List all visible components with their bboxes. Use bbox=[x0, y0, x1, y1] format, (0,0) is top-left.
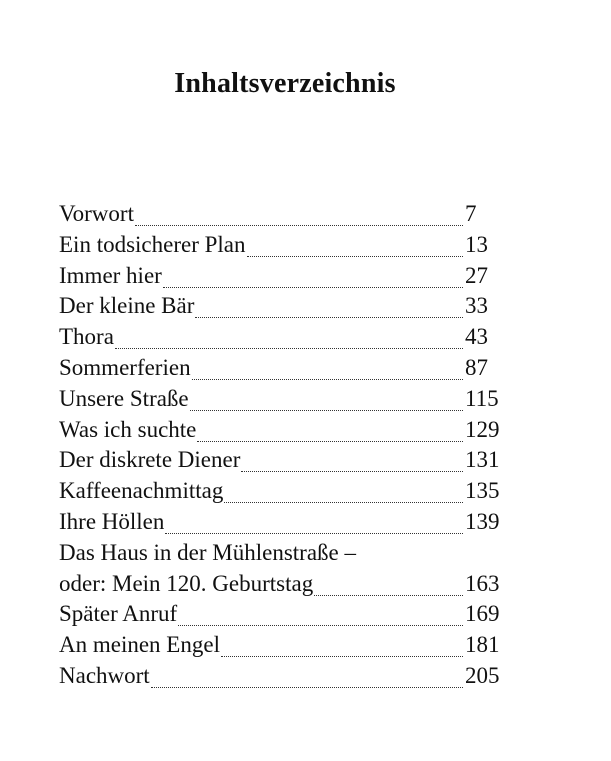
toc-entry-title: Kaffeenachmittag bbox=[59, 478, 224, 504]
dot-leader bbox=[151, 687, 463, 688]
toc-entry-page: 205 bbox=[465, 662, 500, 688]
toc-entry bbox=[59, 569, 503, 600]
toc-entry bbox=[59, 445, 503, 476]
toc-entry bbox=[59, 507, 503, 538]
toc-entry bbox=[59, 476, 503, 507]
toc-entry-title: Vorwort bbox=[59, 201, 134, 226]
toc-entry bbox=[59, 661, 503, 692]
toc-entry-title: An meinen Engel bbox=[59, 632, 220, 658]
toc-entry bbox=[59, 230, 503, 261]
toc-entry bbox=[59, 415, 503, 446]
toc-entry-page: 129 bbox=[465, 416, 500, 442]
dot-leader bbox=[197, 441, 463, 442]
dot-leader bbox=[241, 471, 463, 472]
page-title: Inhaltsverzeichnis bbox=[174, 68, 396, 99]
dot-leader bbox=[135, 225, 463, 226]
toc-entry bbox=[59, 199, 503, 230]
toc-entry-page: 13 bbox=[465, 231, 488, 257]
toc-entry-page: 43 bbox=[465, 324, 488, 350]
toc-entry-page: 115 bbox=[465, 385, 499, 411]
toc-entry bbox=[59, 599, 503, 630]
dot-leader bbox=[190, 410, 463, 411]
toc-entry-title: Der kleine Bär bbox=[59, 293, 195, 319]
toc-entry-title: Später Anruf bbox=[59, 601, 178, 627]
toc-entry-title: Ihre Höllen bbox=[59, 508, 165, 534]
toc-entry-page: 87 bbox=[465, 354, 488, 380]
toc-entry-page: 163 bbox=[465, 570, 500, 596]
dot-leader bbox=[178, 625, 463, 626]
table-of-contents bbox=[59, 199, 503, 692]
toc-entry-first-line bbox=[59, 538, 503, 569]
dot-leader bbox=[314, 595, 463, 596]
toc-entry-page: 33 bbox=[465, 293, 488, 319]
toc-entry bbox=[59, 261, 503, 292]
toc-entry-title: Nachwort bbox=[59, 662, 150, 688]
toc-entry-page: 169 bbox=[465, 601, 500, 627]
toc-entry-title: Sommerferien bbox=[59, 354, 191, 380]
dot-leader bbox=[247, 256, 463, 257]
dot-leader bbox=[165, 533, 463, 534]
toc-entry-page: 131 bbox=[465, 447, 500, 473]
dot-leader bbox=[115, 348, 463, 349]
toc-entry-title: oder: Mein 120. Geburtstag bbox=[59, 570, 314, 596]
toc-entry-page: 135 bbox=[465, 478, 500, 504]
toc-entry bbox=[59, 353, 503, 384]
toc-entry-title: Immer hier bbox=[59, 262, 162, 288]
dot-leader bbox=[195, 317, 463, 318]
dot-leader bbox=[163, 287, 463, 288]
toc-entry-page: 7 bbox=[465, 201, 477, 226]
dot-leader bbox=[192, 379, 463, 380]
dot-leader bbox=[224, 502, 463, 503]
toc-entry-page: 139 bbox=[465, 508, 500, 534]
dot-leader bbox=[221, 656, 463, 657]
toc-entry-title: Thora bbox=[59, 324, 114, 350]
toc-entry bbox=[59, 630, 503, 661]
toc-entry bbox=[59, 291, 503, 322]
toc-entry-title: Das Haus in der Mühlenstraße – bbox=[59, 539, 357, 565]
toc-entry bbox=[59, 384, 503, 415]
toc-entry-title: Was ich suchte bbox=[59, 416, 197, 442]
toc-entry-title: Ein todsicherer Plan bbox=[59, 231, 246, 257]
toc-entry-title: Unsere Straße bbox=[59, 385, 189, 411]
toc-entry-page: 27 bbox=[465, 262, 488, 288]
toc-entry-title: Der diskrete Diener bbox=[59, 447, 241, 473]
toc-entry-page: 181 bbox=[465, 632, 500, 658]
toc-entry bbox=[59, 322, 503, 353]
